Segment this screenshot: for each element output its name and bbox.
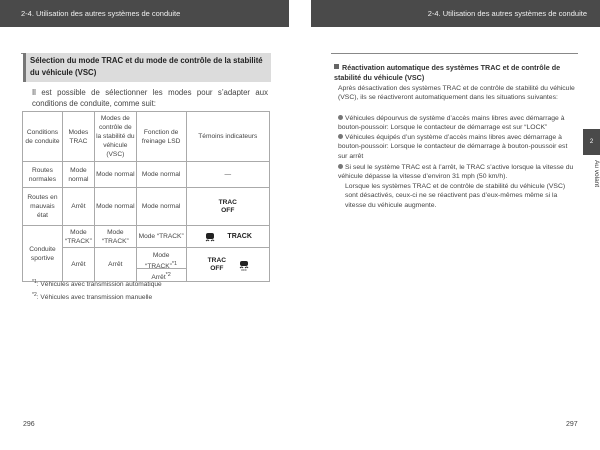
footnote-mark-1: *1 (171, 260, 178, 267)
right-section-title-text: Réactivation automatique des systèmes TRAC et de contrôle de stabilité du véhicule (VSC) (334, 63, 561, 82)
trac-off-label: TRAC OFF (207, 256, 226, 272)
table-cell: Arrêt (62, 188, 94, 226)
chapter-tab: 2 (583, 129, 600, 155)
page-number-left: 296 (23, 421, 35, 428)
bullet-text: Véhicules équipés d’un système d’accès mains libres avec démarrage à bouton-poussoir: Lorsque le contacteur de démarrage à bouton-poussoir est sur arrêt (338, 134, 568, 160)
header-conditions: Conditions de conduite (23, 112, 63, 162)
header-lsd: Fonction de freinage LSD (136, 112, 186, 162)
skid-car-icon (204, 231, 216, 243)
lsd-split-cell (136, 248, 186, 282)
square-bullet-icon (334, 64, 339, 69)
trac-off-indicator (186, 248, 269, 282)
table-cell: Mode normal (62, 162, 94, 188)
table-cell: Routes normales (23, 162, 63, 188)
right-intro: Après désactivation des systèmes TRAC et de contrôle de stabilité du véhicule (VSC), ils se réactiveront automatiquement dans les situations suivantes: (338, 85, 575, 102)
lsd-track-mode: Mode “TRACK” (145, 251, 172, 270)
table-cell: Conduite sportive (23, 226, 63, 282)
svg-text:OFF: OFF (240, 267, 247, 271)
right-running-header: 2-4. Utilisation des autres systèmes de conduite (311, 0, 600, 27)
chapter-label: Au volant (593, 160, 600, 188)
table-cell: Mode “TRACK” (136, 226, 186, 248)
intro-paragraph: Il est possible de sélectionner les modes pour s’adapter aux conditions de conduite, comme suit: (32, 88, 268, 108)
table-cell: Mode “TRACK” (94, 226, 136, 248)
left-running-header: 2-4. Utilisation des autres systèmes de conduite (0, 0, 289, 27)
header-vsc: Modes de contrôle de la stabilité du véhicule (VSC) (94, 112, 136, 162)
bullet-text: Si seul le système TRAC est à l’arrêt, le TRAC s’active lorsque la vitesse du véhicule dépasse la vitesse d’environ 31 mph (50 km/h). (338, 164, 574, 181)
footnote-2-text: : Véhicules avec transmission manuelle (36, 294, 153, 302)
footnote-2-mark: *2 (32, 292, 37, 298)
bullet-dot-icon (338, 115, 343, 120)
bullet-dot-icon (338, 134, 343, 139)
modes-table (22, 111, 270, 282)
header-indicators: Témoins indicateurs (186, 112, 269, 162)
bullet-dot-icon (338, 164, 343, 169)
table-cell: Arrêt (94, 248, 136, 282)
page-number-right: 297 (566, 421, 578, 428)
trac-off-label: TRAC OFF (218, 198, 237, 214)
section-title: Sélection du mode TRAC et du mode de contrôle de la stabilité du véhicule (VSC) (23, 53, 271, 82)
table-cell: Mode normal (94, 188, 136, 226)
track-label: TRACK (227, 233, 252, 241)
bullet-item (338, 133, 578, 161)
bullet-item (338, 163, 578, 182)
right-section-title (334, 63, 578, 82)
footnote-2 (32, 292, 152, 301)
right-header-rule (331, 53, 578, 54)
table-cell: Mode normal (136, 188, 186, 226)
table-cell: Mode “TRACK” (62, 226, 94, 248)
right-extra-paragraph: Lorsque les systèmes TRAC et de contrôle de stabilité du véhicule (VSC) sont désactivés, ceux-ci ne se réactivent pas d’eux-mêmes même si la vitesse du véhicule augmente. (345, 183, 566, 209)
track-indicator-cell (186, 226, 269, 248)
footnote-mark-2: *2 (165, 271, 171, 278)
vsc-off-icon (238, 259, 250, 271)
footnote-1-mark: *1 (32, 279, 37, 285)
footnote-1-text: : Véhicules avec transmission automatique (36, 281, 162, 289)
table-cell: Mode normal (136, 162, 186, 188)
trac-off-indicator (186, 188, 269, 226)
table-cell: Mode normal (94, 162, 136, 188)
table-cell: — (186, 162, 269, 188)
footnote-1 (32, 279, 162, 288)
header-trac: Modes TRAC (62, 112, 94, 162)
table-cell: Routes en mauvais état (23, 188, 63, 226)
table-cell: Arrêt (62, 248, 94, 282)
lsd-off: Arrêt (151, 273, 166, 281)
bullet-text: Véhicules dépourvus de système d’accès mains libres avec démarrage à bouton-poussoir: Lorsque le contacteur de démarrage est sur “LOCK” (338, 115, 565, 132)
bullet-item (338, 114, 578, 133)
